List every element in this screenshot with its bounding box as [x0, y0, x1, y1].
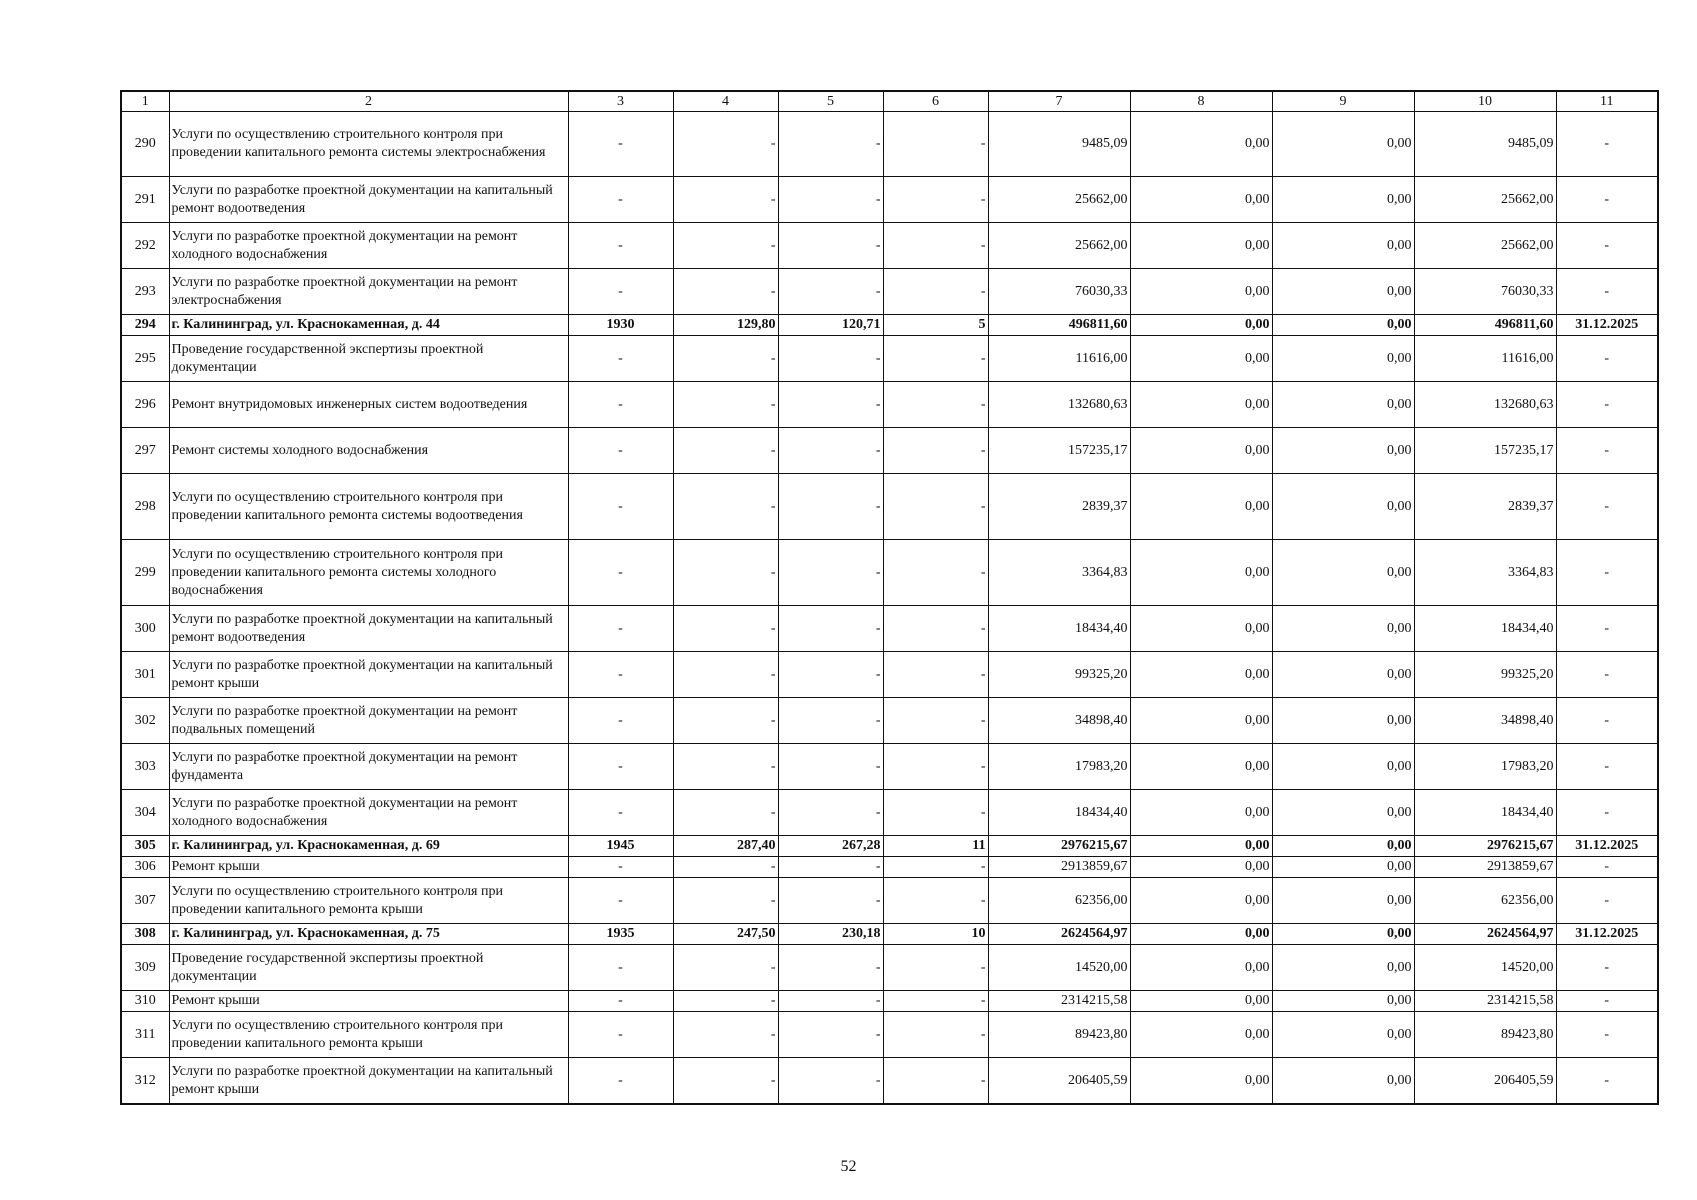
work-name-cell: Проведение государственной экспертизы проектной документации	[169, 336, 568, 382]
table-row	[121, 945, 1658, 991]
owner-funds-cell: 496811,60	[1414, 315, 1556, 336]
living-area-cell: -	[778, 878, 883, 924]
row-number-cell: 305	[121, 836, 169, 857]
row-number-cell: 309	[121, 945, 169, 991]
federal-funds-cell: 0,00	[1130, 606, 1272, 652]
total-area-cell: -	[673, 698, 778, 744]
federal-funds-cell: 0,00	[1130, 1058, 1272, 1105]
total-cost-cell: 11616,00	[988, 336, 1130, 382]
owner-funds-cell: 2839,37	[1414, 474, 1556, 540]
column-number-header	[121, 91, 1658, 112]
owner-funds-cell: 17983,20	[1414, 744, 1556, 790]
owner-funds-cell: 9485,09	[1414, 112, 1556, 177]
table-row	[121, 991, 1658, 1012]
year-cell: -	[568, 790, 673, 836]
work-name-cell: Услуги по осуществлению строительного контроля при проведении капитального ремонта системы электроснабжения	[169, 112, 568, 177]
residents-cell: -	[883, 991, 988, 1012]
header-cell: 1	[121, 91, 169, 112]
row-number-cell: 306	[121, 857, 169, 878]
table-row	[121, 606, 1658, 652]
total-cost-cell: 18434,40	[988, 606, 1130, 652]
year-cell: -	[568, 606, 673, 652]
total-area-cell: 129,80	[673, 315, 778, 336]
row-number-cell: 310	[121, 991, 169, 1012]
residents-cell: -	[883, 878, 988, 924]
federal-funds-cell: 0,00	[1130, 540, 1272, 606]
year-cell: -	[568, 652, 673, 698]
deadline-cell: -	[1556, 790, 1658, 836]
total-area-cell: -	[673, 790, 778, 836]
regional-funds-cell: 0,00	[1272, 428, 1414, 474]
residents-cell: 5	[883, 315, 988, 336]
table-row	[121, 924, 1658, 945]
year-cell: -	[568, 336, 673, 382]
table-row	[121, 698, 1658, 744]
work-name-cell: Услуги по разработке проектной документации на ремонт холодного водоснабжения	[169, 223, 568, 269]
row-number-cell: 293	[121, 269, 169, 315]
table-row	[121, 652, 1658, 698]
row-number-cell: 302	[121, 698, 169, 744]
total-cost-cell: 157235,17	[988, 428, 1130, 474]
deadline-cell: -	[1556, 223, 1658, 269]
federal-funds-cell: 0,00	[1130, 945, 1272, 991]
table-row	[121, 336, 1658, 382]
total-area-cell: -	[673, 428, 778, 474]
table-body	[121, 91, 1658, 1104]
deadline-cell: -	[1556, 991, 1658, 1012]
owner-funds-cell: 89423,80	[1414, 1012, 1556, 1058]
living-area-cell: -	[778, 112, 883, 177]
regional-funds-cell: 0,00	[1272, 744, 1414, 790]
residents-cell: -	[883, 1012, 988, 1058]
row-number-cell: 301	[121, 652, 169, 698]
header-cell: 11	[1556, 91, 1658, 112]
row-number-cell: 296	[121, 382, 169, 428]
residents-cell: -	[883, 945, 988, 991]
table-row	[121, 382, 1658, 428]
total-area-cell: -	[673, 857, 778, 878]
work-name-cell: Ремонт внутридомовых инженерных систем водоотведения	[169, 382, 568, 428]
living-area-cell: -	[778, 991, 883, 1012]
deadline-cell: -	[1556, 382, 1658, 428]
federal-funds-cell: 0,00	[1130, 878, 1272, 924]
residents-cell: -	[883, 790, 988, 836]
work-name-cell: Услуги по разработке проектной документации на капитальный ремонт крыши	[169, 652, 568, 698]
federal-funds-cell: 0,00	[1130, 1012, 1272, 1058]
table-row	[121, 540, 1658, 606]
deadline-cell: 31.12.2025	[1556, 924, 1658, 945]
total-area-cell: -	[673, 878, 778, 924]
year-cell: -	[568, 474, 673, 540]
total-area-cell: -	[673, 652, 778, 698]
regional-funds-cell: 0,00	[1272, 177, 1414, 223]
work-name-cell: Услуги по осуществлению строительного контроля при проведении капитального ремонта крыши	[169, 1012, 568, 1058]
regional-funds-cell: 0,00	[1272, 606, 1414, 652]
row-number-cell: 304	[121, 790, 169, 836]
owner-funds-cell: 3364,83	[1414, 540, 1556, 606]
owner-funds-cell: 132680,63	[1414, 382, 1556, 428]
row-number-cell: 300	[121, 606, 169, 652]
living-area-cell: -	[778, 698, 883, 744]
page-number: 52	[840, 1158, 857, 1175]
row-number-cell: 298	[121, 474, 169, 540]
federal-funds-cell: 0,00	[1130, 698, 1272, 744]
header-cell: 6	[883, 91, 988, 112]
residents-cell: 10	[883, 924, 988, 945]
deadline-cell: 31.12.2025	[1556, 836, 1658, 857]
total-area-cell: -	[673, 177, 778, 223]
owner-funds-cell: 206405,59	[1414, 1058, 1556, 1105]
residents-cell: 11	[883, 836, 988, 857]
row-number-cell: 292	[121, 223, 169, 269]
federal-funds-cell: 0,00	[1130, 336, 1272, 382]
work-name-cell: Услуги по разработке проектной документации на капитальный ремонт водоотведения	[169, 606, 568, 652]
regional-funds-cell: 0,00	[1272, 336, 1414, 382]
deadline-cell: -	[1556, 698, 1658, 744]
year-cell: -	[568, 857, 673, 878]
row-number-cell: 308	[121, 924, 169, 945]
living-area-cell: -	[778, 269, 883, 315]
federal-funds-cell: 0,00	[1130, 836, 1272, 857]
deadline-cell: -	[1556, 1058, 1658, 1105]
row-number-cell: 294	[121, 315, 169, 336]
regional-funds-cell: 0,00	[1272, 1058, 1414, 1105]
residents-cell: -	[883, 606, 988, 652]
owner-funds-cell: 2314215,58	[1414, 991, 1556, 1012]
owner-funds-cell: 25662,00	[1414, 177, 1556, 223]
regional-funds-cell: 0,00	[1272, 223, 1414, 269]
residents-cell: -	[883, 269, 988, 315]
federal-funds-cell: 0,00	[1130, 112, 1272, 177]
federal-funds-cell: 0,00	[1130, 991, 1272, 1012]
total-cost-cell: 2913859,67	[988, 857, 1130, 878]
row-number-cell: 299	[121, 540, 169, 606]
total-cost-cell: 2976215,67	[988, 836, 1130, 857]
total-cost-cell: 132680,63	[988, 382, 1130, 428]
owner-funds-cell: 2624564,97	[1414, 924, 1556, 945]
regional-funds-cell: 0,00	[1272, 790, 1414, 836]
residents-cell: -	[883, 112, 988, 177]
total-area-cell: -	[673, 1058, 778, 1105]
owner-funds-cell: 34898,40	[1414, 698, 1556, 744]
regional-funds-cell: 0,00	[1272, 652, 1414, 698]
table-row	[121, 744, 1658, 790]
living-area-cell: -	[778, 336, 883, 382]
federal-funds-cell: 0,00	[1130, 744, 1272, 790]
federal-funds-cell: 0,00	[1130, 474, 1272, 540]
federal-funds-cell: 0,00	[1130, 857, 1272, 878]
table-row	[121, 857, 1658, 878]
work-name-cell: Услуги по разработке проектной документации на капитальный ремонт водоотведения	[169, 177, 568, 223]
regional-funds-cell: 0,00	[1272, 1012, 1414, 1058]
work-name-cell: Проведение государственной экспертизы проектной документации	[169, 945, 568, 991]
table-row	[121, 1012, 1658, 1058]
federal-funds-cell: 0,00	[1130, 924, 1272, 945]
regional-funds-cell: 0,00	[1272, 382, 1414, 428]
federal-funds-cell: 0,00	[1130, 269, 1272, 315]
work-name-cell: Услуги по осуществлению строительного контроля при проведении капитального ремонта системы холодного водоснабжения	[169, 540, 568, 606]
deadline-cell: 31.12.2025	[1556, 315, 1658, 336]
total-cost-cell: 2314215,58	[988, 991, 1130, 1012]
deadline-cell: -	[1556, 652, 1658, 698]
total-area-cell: -	[673, 540, 778, 606]
work-name-cell: Ремонт крыши	[169, 991, 568, 1012]
living-area-cell: -	[778, 652, 883, 698]
table-row	[121, 790, 1658, 836]
table-row	[121, 428, 1658, 474]
works-table	[120, 90, 1659, 1105]
living-area-cell: -	[778, 223, 883, 269]
row-number-cell: 312	[121, 1058, 169, 1105]
total-cost-cell: 62356,00	[988, 878, 1130, 924]
table-row	[121, 177, 1658, 223]
total-area-cell: -	[673, 744, 778, 790]
deadline-cell: -	[1556, 744, 1658, 790]
table-row	[121, 836, 1658, 857]
owner-funds-cell: 2976215,67	[1414, 836, 1556, 857]
total-area-cell: -	[673, 991, 778, 1012]
residents-cell: -	[883, 428, 988, 474]
total-area-cell: -	[673, 474, 778, 540]
work-name-cell: Услуги по разработке проектной документации на капитальный ремонт крыши	[169, 1058, 568, 1105]
table-row	[121, 315, 1658, 336]
owner-funds-cell: 76030,33	[1414, 269, 1556, 315]
living-area-cell: -	[778, 382, 883, 428]
owner-funds-cell: 14520,00	[1414, 945, 1556, 991]
header-cell: 8	[1130, 91, 1272, 112]
owner-funds-cell: 18434,40	[1414, 790, 1556, 836]
total-cost-cell: 496811,60	[988, 315, 1130, 336]
deadline-cell: -	[1556, 177, 1658, 223]
year-cell: -	[568, 1058, 673, 1105]
regional-funds-cell: 0,00	[1272, 836, 1414, 857]
total-cost-cell: 34898,40	[988, 698, 1130, 744]
living-area-cell: -	[778, 744, 883, 790]
residents-cell: -	[883, 1058, 988, 1105]
year-cell: -	[568, 177, 673, 223]
row-number-cell: 295	[121, 336, 169, 382]
federal-funds-cell: 0,00	[1130, 652, 1272, 698]
year-cell: -	[568, 382, 673, 428]
year-cell: 1945	[568, 836, 673, 857]
federal-funds-cell: 0,00	[1130, 223, 1272, 269]
total-cost-cell: 3364,83	[988, 540, 1130, 606]
owner-funds-cell: 62356,00	[1414, 878, 1556, 924]
living-area-cell: -	[778, 1058, 883, 1105]
total-cost-cell: 206405,59	[988, 1058, 1130, 1105]
total-cost-cell: 89423,80	[988, 1012, 1130, 1058]
header-cell: 10	[1414, 91, 1556, 112]
row-number-cell: 311	[121, 1012, 169, 1058]
total-cost-cell: 14520,00	[988, 945, 1130, 991]
living-area-cell: -	[778, 540, 883, 606]
residents-cell: -	[883, 177, 988, 223]
header-cell: 7	[988, 91, 1130, 112]
total-cost-cell: 2839,37	[988, 474, 1130, 540]
table-row	[121, 269, 1658, 315]
regional-funds-cell: 0,00	[1272, 269, 1414, 315]
total-area-cell: -	[673, 269, 778, 315]
year-cell: -	[568, 878, 673, 924]
total-area-cell: 247,50	[673, 924, 778, 945]
total-area-cell: -	[673, 945, 778, 991]
row-number-cell: 307	[121, 878, 169, 924]
owner-funds-cell: 18434,40	[1414, 606, 1556, 652]
total-cost-cell: 18434,40	[988, 790, 1130, 836]
table-row	[121, 112, 1658, 177]
total-area-cell: -	[673, 1012, 778, 1058]
year-cell: -	[568, 744, 673, 790]
living-area-cell: -	[778, 606, 883, 652]
federal-funds-cell: 0,00	[1130, 790, 1272, 836]
residents-cell: -	[883, 336, 988, 382]
table-row	[121, 223, 1658, 269]
regional-funds-cell: 0,00	[1272, 698, 1414, 744]
deadline-cell: -	[1556, 606, 1658, 652]
total-area-cell: -	[673, 382, 778, 428]
regional-funds-cell: 0,00	[1272, 112, 1414, 177]
regional-funds-cell: 0,00	[1272, 878, 1414, 924]
year-cell: -	[568, 428, 673, 474]
total-cost-cell: 76030,33	[988, 269, 1130, 315]
year-cell: 1935	[568, 924, 673, 945]
federal-funds-cell: 0,00	[1130, 315, 1272, 336]
year-cell: -	[568, 269, 673, 315]
federal-funds-cell: 0,00	[1130, 382, 1272, 428]
deadline-cell: -	[1556, 540, 1658, 606]
header-cell: 5	[778, 91, 883, 112]
work-name-cell: Услуги по разработке проектной документации на ремонт холодного водоснабжения	[169, 790, 568, 836]
total-area-cell: -	[673, 606, 778, 652]
residents-cell: -	[883, 382, 988, 428]
deadline-cell: -	[1556, 336, 1658, 382]
work-name-cell: г. Калининград, ул. Краснокаменная, д. 44	[169, 315, 568, 336]
total-area-cell: -	[673, 336, 778, 382]
total-cost-cell: 2624564,97	[988, 924, 1130, 945]
year-cell: -	[568, 945, 673, 991]
work-name-cell: Услуги по осуществлению строительного контроля при проведении капитального ремонта системы водоотведения	[169, 474, 568, 540]
regional-funds-cell: 0,00	[1272, 945, 1414, 991]
year-cell: -	[568, 698, 673, 744]
regional-funds-cell: 0,00	[1272, 991, 1414, 1012]
year-cell: -	[568, 1012, 673, 1058]
owner-funds-cell: 2913859,67	[1414, 857, 1556, 878]
residents-cell: -	[883, 857, 988, 878]
total-area-cell: -	[673, 112, 778, 177]
living-area-cell: -	[778, 428, 883, 474]
regional-funds-cell: 0,00	[1272, 924, 1414, 945]
total-cost-cell: 17983,20	[988, 744, 1130, 790]
residents-cell: -	[883, 540, 988, 606]
residents-cell: -	[883, 698, 988, 744]
row-number-cell: 303	[121, 744, 169, 790]
living-area-cell: -	[778, 1012, 883, 1058]
year-cell: 1930	[568, 315, 673, 336]
year-cell: -	[568, 112, 673, 177]
living-area-cell: 120,71	[778, 315, 883, 336]
deadline-cell: -	[1556, 857, 1658, 878]
row-number-cell: 290	[121, 112, 169, 177]
total-cost-cell: 25662,00	[988, 177, 1130, 223]
table-row	[121, 1058, 1658, 1105]
work-name-cell: Ремонт крыши	[169, 857, 568, 878]
regional-funds-cell: 0,00	[1272, 857, 1414, 878]
living-area-cell: -	[778, 945, 883, 991]
row-number-cell: 291	[121, 177, 169, 223]
table-row	[121, 878, 1658, 924]
header-cell: 2	[169, 91, 568, 112]
header-cell: 9	[1272, 91, 1414, 112]
deadline-cell: -	[1556, 112, 1658, 177]
living-area-cell: 267,28	[778, 836, 883, 857]
header-cell: 3	[568, 91, 673, 112]
owner-funds-cell: 157235,17	[1414, 428, 1556, 474]
deadline-cell: -	[1556, 428, 1658, 474]
living-area-cell: -	[778, 474, 883, 540]
work-name-cell: Услуги по разработке проектной документации на ремонт фундамента	[169, 744, 568, 790]
deadline-cell: -	[1556, 878, 1658, 924]
work-name-cell: Услуги по разработке проектной документации на ремонт электроснабжения	[169, 269, 568, 315]
regional-funds-cell: 0,00	[1272, 315, 1414, 336]
year-cell: -	[568, 540, 673, 606]
regional-funds-cell: 0,00	[1272, 474, 1414, 540]
regional-funds-cell: 0,00	[1272, 540, 1414, 606]
living-area-cell: -	[778, 177, 883, 223]
deadline-cell: -	[1556, 1012, 1658, 1058]
residents-cell: -	[883, 223, 988, 269]
row-number-cell: 297	[121, 428, 169, 474]
deadline-cell: -	[1556, 945, 1658, 991]
residents-cell: -	[883, 744, 988, 790]
total-area-cell: 287,40	[673, 836, 778, 857]
residents-cell: -	[883, 652, 988, 698]
owner-funds-cell: 99325,20	[1414, 652, 1556, 698]
header-cell: 4	[673, 91, 778, 112]
total-cost-cell: 25662,00	[988, 223, 1130, 269]
federal-funds-cell: 0,00	[1130, 428, 1272, 474]
work-name-cell: Услуги по разработке проектной документации на ремонт подвальных помещений	[169, 698, 568, 744]
total-area-cell: -	[673, 223, 778, 269]
deadline-cell: -	[1556, 269, 1658, 315]
work-name-cell: г. Калининград, ул. Краснокаменная, д. 69	[169, 836, 568, 857]
living-area-cell: 230,18	[778, 924, 883, 945]
federal-funds-cell: 0,00	[1130, 177, 1272, 223]
work-name-cell: г. Калининград, ул. Краснокаменная, д. 75	[169, 924, 568, 945]
living-area-cell: -	[778, 790, 883, 836]
year-cell: -	[568, 991, 673, 1012]
owner-funds-cell: 11616,00	[1414, 336, 1556, 382]
residents-cell: -	[883, 474, 988, 540]
work-name-cell: Ремонт системы холодного водоснабжения	[169, 428, 568, 474]
living-area-cell: -	[778, 857, 883, 878]
deadline-cell: -	[1556, 474, 1658, 540]
total-cost-cell: 99325,20	[988, 652, 1130, 698]
table-row	[121, 474, 1658, 540]
work-name-cell: Услуги по осуществлению строительного контроля при проведении капитального ремонта крыши	[169, 878, 568, 924]
year-cell: -	[568, 223, 673, 269]
owner-funds-cell: 25662,00	[1414, 223, 1556, 269]
total-cost-cell: 9485,09	[988, 112, 1130, 177]
